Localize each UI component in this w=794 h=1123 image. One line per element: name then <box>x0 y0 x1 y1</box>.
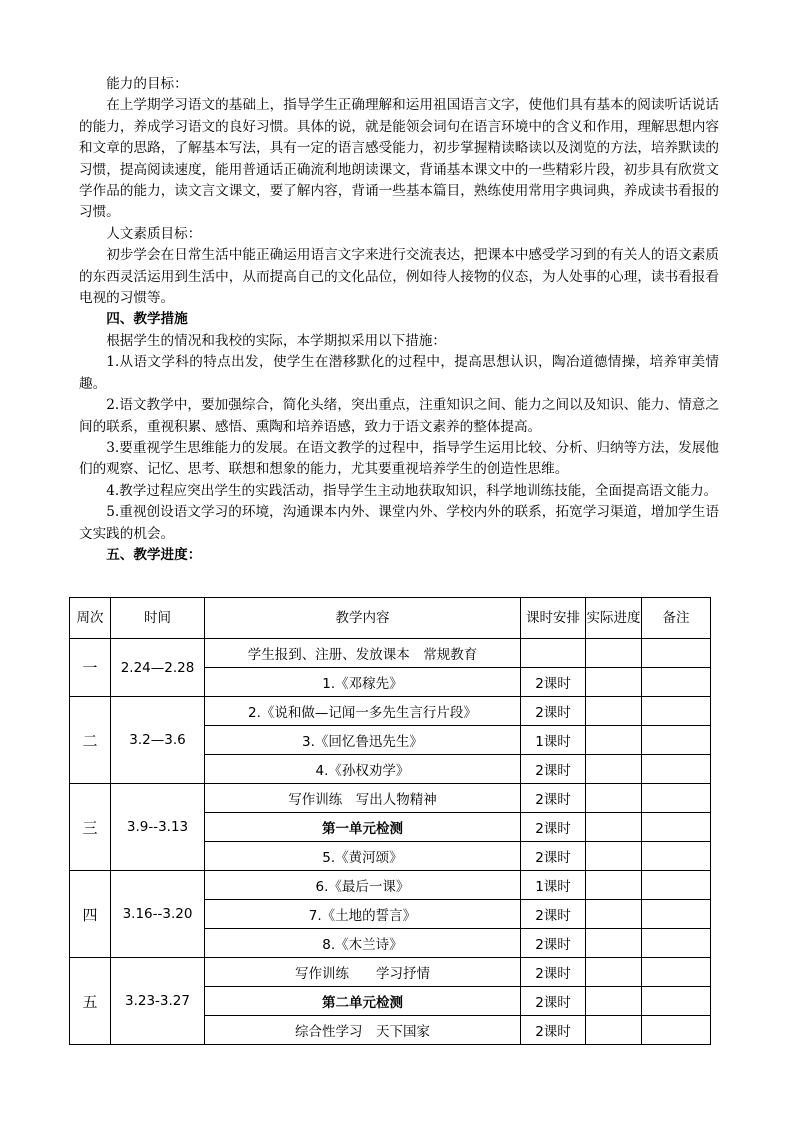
content-cell: 综合性学习 天下国家 <box>205 1016 521 1045</box>
section-heading: 五、教学进度： <box>106 546 202 563</box>
progress-cell <box>586 813 642 842</box>
notes-cell <box>642 813 711 842</box>
notes-cell <box>642 842 711 871</box>
progress-cell <box>586 1016 642 1045</box>
schedule-table <box>69 597 711 1045</box>
week-cell: 一 <box>70 639 111 697</box>
notes-cell <box>642 929 711 958</box>
notes-cell <box>642 958 711 987</box>
paragraph: 能力的目标： <box>106 76 188 92</box>
progress-cell <box>586 871 642 900</box>
header-hours: 课时安排 <box>521 598 586 639</box>
content-cell: 2.《说和做—记闻一多先生言行片段》 <box>205 697 521 726</box>
paragraph: 人文素质目标： <box>106 225 202 242</box>
progress-cell <box>586 958 642 987</box>
table-row <box>70 784 711 813</box>
content-cell: 7.《土地的誓言》 <box>205 900 521 929</box>
hours-cell: 1课时 <box>521 726 586 755</box>
week-cell: 二 <box>70 697 111 784</box>
notes-cell <box>642 784 711 813</box>
paragraph: 2.语文教学中，要加强综合，简化头绪，突出重点，注重知识之间、能力之间以及知识、能力、情意之间的联系，重视积累、感悟、熏陶和培养语感，致力于语文素养的整体提高。 <box>79 397 719 435</box>
notes-cell <box>642 871 711 900</box>
hours-cell: 2课时 <box>521 929 586 958</box>
content-cell: 写作训练 学习抒情 <box>205 958 521 987</box>
hours-cell: 2课时 <box>521 668 586 697</box>
paragraph: 1.从语文学科的特点出发，使学生在潜移默化的过程中，提高思想认识，陶冶道德情操，培养审美情趣。 <box>79 354 719 392</box>
week-cell: 三 <box>70 784 111 871</box>
paragraph: 5.重视创设语文学习的环境，沟通课本内外、课堂内外、学校内外的联系，拓宽学习渠道，增加学生语文实践的机会。 <box>79 504 719 542</box>
table-header-row <box>70 598 711 639</box>
document-body <box>79 74 719 566</box>
content-cell: 6.《最后一课》 <box>205 871 521 900</box>
notes-cell <box>642 726 711 755</box>
notes-cell <box>642 755 711 784</box>
notes-cell <box>642 900 711 929</box>
paragraph: 4.教学过程应突出学生的实践活动，指导学生主动地获取知识，科学地训练技能，全面提高语文能力。 <box>106 482 718 499</box>
paragraph: 在上学期学习语文的基础上，指导学生正确理解和运用祖国语言文字，使他们具有基本的阅读听话说话的能力，养成学习语文的良好习惯。具体的说，就是能领会词句在语言环境中的含义和作用，理解思想内容和文章的思路，了解基本写法，具有一定的语言感受能力，初步掌握精读略读以及浏览的方法，培养默读的习惯，提高阅读速度，能用普通话正确流利地朗读课文，背诵基本课文中的一些精彩片段，初步具有欣赏文学作品的能力，读文言文课文，要了解内容，背诵一些基本篇目，熟练使用常用字典词典，养成读书看报的习惯。 <box>79 97 719 221</box>
section-heading: 四、教学措施 <box>106 311 188 328</box>
notes-cell <box>642 987 711 1016</box>
hours-cell: 2课时 <box>521 987 586 1016</box>
header-time: 时间 <box>111 598 205 639</box>
paragraph: 3.要重视学生思维能力的发展。在语文教学的过程中，指导学生运用比较、分析、归纳等方法，发展他们的观察、记忆、思考、联想和想象的能力，尤其要重视培养学生的创造性思维。 <box>79 439 719 478</box>
header-notes: 备注 <box>642 598 711 639</box>
table-row <box>70 697 711 726</box>
progress-cell <box>586 726 642 755</box>
time-cell: 3.16--3.20 <box>111 871 205 958</box>
content-cell: 3.《回忆鲁迅先生》 <box>205 726 521 755</box>
progress-cell <box>586 842 642 871</box>
notes-cell <box>642 639 711 668</box>
progress-cell <box>586 697 642 726</box>
hours-cell: 2课时 <box>521 784 586 813</box>
table-row <box>70 639 711 668</box>
content-cell: 8.《木兰诗》 <box>205 929 521 958</box>
progress-cell <box>586 784 642 813</box>
week-cell: 五 <box>70 958 111 1045</box>
progress-cell <box>586 987 642 1016</box>
hours-cell: 2课时 <box>521 697 586 726</box>
table-row <box>70 958 711 987</box>
content-cell: 学生报到、注册、发放课本 常规教育 <box>205 639 521 668</box>
content-cell: 第二单元检测 <box>205 987 521 1016</box>
progress-cell <box>586 668 642 697</box>
header-week: 周次 <box>70 598 111 639</box>
progress-cell <box>586 929 642 958</box>
hours-cell: 2课时 <box>521 1016 586 1045</box>
notes-cell <box>642 697 711 726</box>
header-progress: 实际进度 <box>586 598 642 639</box>
hours-cell: 2课时 <box>521 755 586 784</box>
paragraph: 根据学生的情况和我校的实际，本学期拟采用以下措施： <box>106 332 447 349</box>
notes-cell <box>642 668 711 697</box>
content-cell: 4.《孙权劝学》 <box>205 755 521 784</box>
progress-cell <box>586 900 642 929</box>
table-row <box>70 871 711 900</box>
hours-cell: 2课时 <box>521 958 586 987</box>
paragraph: 初步学会在日常生活中能正确运用语言文字来进行交流表达，把课本中感受学习到的有关人的语文素质的东西灵活运用到生活中，从而提高自己的文化品位，例如待人接物的仪态，为人处事的心理，读书看报看电视的习惯等。 <box>79 247 719 307</box>
time-cell: 3.23-3.27 <box>111 958 205 1045</box>
hours-cell: 2课时 <box>521 900 586 929</box>
content-cell: 1.《邓稼先》 <box>205 668 521 697</box>
time-cell: 2.24—2.28 <box>111 639 205 697</box>
schedule-table-wrapper <box>69 597 711 1045</box>
hours-cell: 2课时 <box>521 842 586 871</box>
week-cell: 四 <box>70 871 111 958</box>
header-content: 教学内容 <box>205 598 521 639</box>
content-cell: 第一单元检测 <box>205 813 521 842</box>
time-cell: 3.9--3.13 <box>111 784 205 871</box>
progress-cell <box>586 639 642 668</box>
time-cell: 3.2—3.6 <box>111 697 205 784</box>
notes-cell <box>642 1016 711 1045</box>
hours-cell: 2课时 <box>521 813 586 842</box>
hours-cell: 1课时 <box>521 871 586 900</box>
content-cell: 5.《黄河颂》 <box>205 842 521 871</box>
progress-cell <box>586 755 642 784</box>
content-cell: 写作训练 写出人物精神 <box>205 784 521 813</box>
hours-cell <box>521 639 586 668</box>
